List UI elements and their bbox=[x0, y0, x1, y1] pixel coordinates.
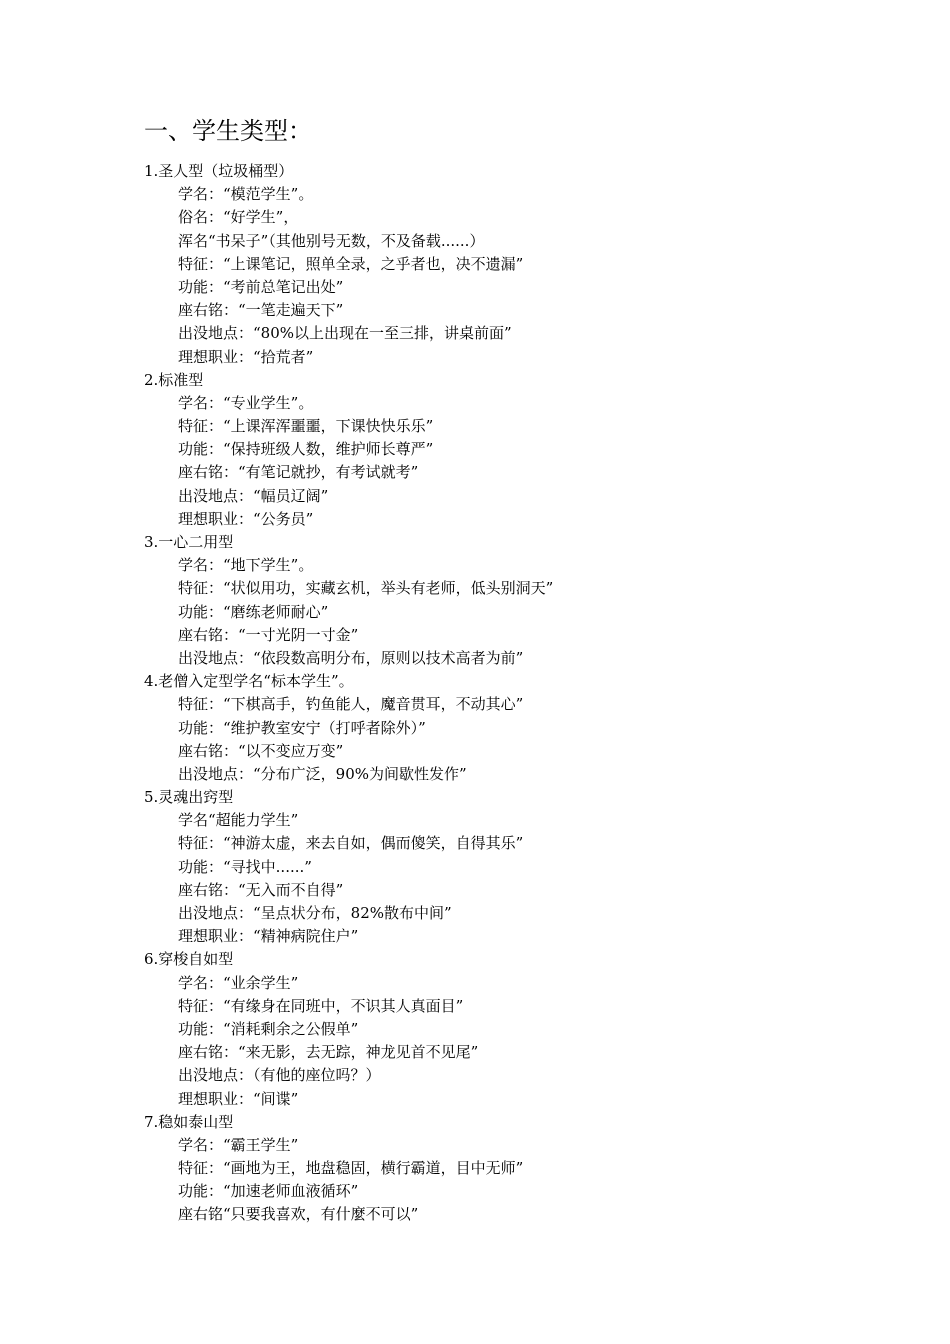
type-detail-line: 功能：“保持班级人数，维护师长尊严” bbox=[178, 440, 434, 459]
type-detail-line: 学名：“专业学生”。 bbox=[178, 393, 314, 412]
type-detail-line: 座右铭：“来无影，去无踪，神龙见首不见尾” bbox=[178, 1043, 479, 1062]
type-detail-line: 理想职业：“公务员” bbox=[178, 509, 314, 528]
type-title-line: 5.灵魂出窍型 bbox=[144, 788, 234, 807]
type-detail-line: 俗名：“好学生”， bbox=[178, 208, 299, 227]
type-detail-line: 学名“超能力学生” bbox=[178, 811, 299, 830]
type-detail-line: 功能：“加速老师血液循环” bbox=[178, 1182, 359, 1201]
type-detail-line: 座右铭：“无入而不自得” bbox=[178, 880, 344, 899]
type-detail-line: 功能：“考前总笔记出处” bbox=[178, 277, 344, 296]
type-detail-line: 出没地点：“80%以上出现在一至三排，讲桌前面” bbox=[178, 324, 512, 343]
type-detail-line: 特征：“画地为王，地盘稳固，横行霸道，目中无师” bbox=[178, 1159, 524, 1178]
type-detail-line: 学名：“模范学生”。 bbox=[178, 185, 314, 204]
student-types-list bbox=[144, 160, 904, 1227]
type-detail-line: 出没地点：“幅员辽阔” bbox=[178, 486, 329, 505]
type-detail-line: 座右铭：“有笔记就抄，有考试就考” bbox=[178, 463, 419, 482]
type-detail-line: 特征：“下棋高手，钓鱼能人，魔音贯耳，不动其心” bbox=[178, 695, 524, 714]
type-title-line: 7.稳如泰山型 bbox=[144, 1112, 234, 1131]
type-detail-line: 理想职业：“拾荒者” bbox=[178, 347, 314, 366]
type-detail-line: 特征：“神游太虚，来去自如，偶而傻笑，自得其乐” bbox=[178, 834, 524, 853]
type-title-line: 4.老僧入定型学名“标本学生”。 bbox=[144, 672, 354, 691]
type-detail-line: 功能：“磨练老师耐心” bbox=[178, 602, 329, 621]
type-detail-line: 出没地点：“分布广泛，90%为间歇性发作” bbox=[178, 764, 467, 783]
section-heading: 一、学生类型： bbox=[144, 117, 312, 145]
type-detail-line: 座右铭：“一寸光阴一寸金” bbox=[178, 625, 359, 644]
type-detail-line: 浑名“书呆子”（其他别号无数，不及备载......） bbox=[178, 231, 485, 250]
type-detail-line: 座右铭：“一笔走遍天下” bbox=[178, 301, 344, 320]
type-detail-line: 出没地点：“依段数高明分布，原则以技术高者为前” bbox=[178, 648, 524, 667]
type-title-line: 6.穿梭自如型 bbox=[144, 950, 234, 969]
type-detail-line: 学名：“霸王学生” bbox=[178, 1135, 299, 1154]
type-detail-line: 座右铭：“以不变应万变” bbox=[178, 741, 344, 760]
type-title-line: 2.标准型 bbox=[144, 370, 204, 389]
type-detail-line: 特征：“上课浑浑噩噩，下课快快乐乐” bbox=[178, 417, 434, 436]
type-detail-line: 特征：“上课笔记，照单全录，之乎者也，决不遗漏” bbox=[178, 254, 524, 273]
type-title-line: 1.圣人型（垃圾桶型） bbox=[144, 162, 294, 180]
type-detail-line: 出没地点：（有他的座位吗？） bbox=[178, 1066, 381, 1085]
type-detail-line: 特征：“状似用功，实藏玄机，举头有老师，低头别洞天” bbox=[178, 579, 554, 598]
type-detail-line: 功能：“寻找中......” bbox=[178, 857, 312, 876]
type-detail-line: 学名：“地下学生”。 bbox=[178, 556, 314, 575]
type-detail-line: 理想职业：“精神病院住户” bbox=[178, 927, 359, 946]
type-detail-line: 功能：“消耗剩余之公假单” bbox=[178, 1019, 359, 1038]
type-detail-line: 出没地点：“呈点状分布，82%散布中间” bbox=[178, 904, 452, 922]
type-detail-line: 学名：“业余学生” bbox=[178, 973, 299, 992]
type-detail-line: 理想职业：“间谍” bbox=[178, 1089, 299, 1108]
type-detail-line: 功能：“维护教室安宁（打呼者除外）” bbox=[178, 718, 426, 737]
type-detail-line: 座右铭“只要我喜欢，有什麼不可以” bbox=[178, 1205, 419, 1224]
type-title-line: 3.一心二用型 bbox=[144, 533, 234, 551]
type-detail-line: 特征：“有缘身在同班中，不识其人真面目” bbox=[178, 996, 464, 1015]
